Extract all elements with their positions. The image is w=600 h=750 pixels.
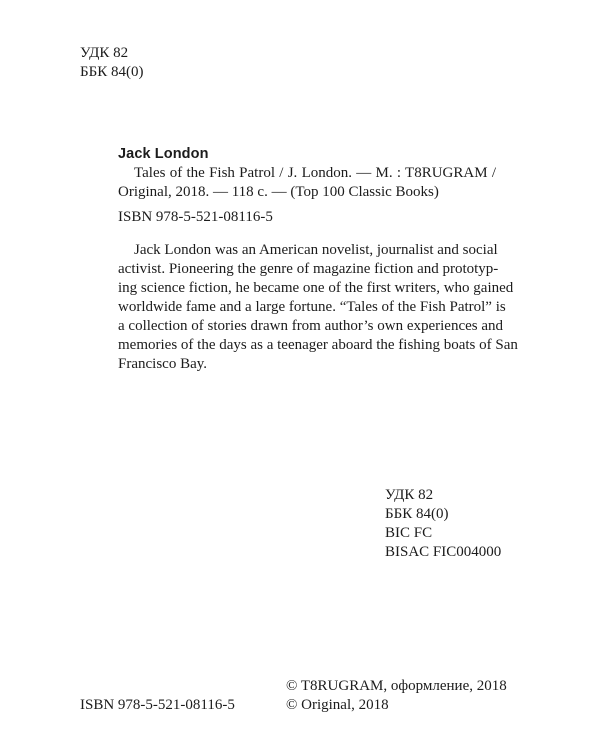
annotation-line: Francisco Bay. [118,356,208,372]
original-copyright: © Original, 2018 [286,697,389,713]
bbk-code: ББК 84(0) [385,506,449,522]
bib-description-line: Original, 2018. — 118 c. — (Top 100 Classic Books) [118,184,439,200]
book-annotation [118,241,518,374]
annotation-line: activist. Pioneering the genre of magazine fiction and prototyp- [118,261,499,277]
bib-description-line: Tales of the Fish Patrol / J. London. — M. : T8RUGRAM / [134,165,496,181]
isbn-footer: ISBN 978-5-521-08116-5 [80,697,235,713]
bbk-code: ББК 84(0) [80,64,144,80]
udk-code: УДК 82 [80,45,129,61]
top-classification-codes [80,44,143,82]
publisher-copyright: © T8RUGRAM, оформление, 2018 [286,678,507,694]
annotation-line: Jack London was an American novelist, journalist and social [134,242,498,258]
author-name: Jack London [118,146,209,162]
udk-code: УДК 82 [385,487,434,503]
right-classification-codes [385,486,501,562]
bibliographic-entry [118,145,496,202]
copyright-notices [286,677,507,715]
annotation-line: worldwide fame and a large fortune. “Tales of the Fish Patrol” is [118,299,506,315]
bisac-code: BISAC FIC004000 [385,544,502,560]
isbn-number: ISBN 978-5-521-08116-5 [118,209,273,225]
bic-code: BIC FC [385,525,433,541]
annotation-line: ing science fiction, he became one of the first writers, who gained [118,280,514,296]
annotation-line: memories of the days as a teenager aboard the fishing boats of San [118,337,518,353]
annotation-line: a collection of stories drawn from author’s own experiences and [118,318,504,334]
